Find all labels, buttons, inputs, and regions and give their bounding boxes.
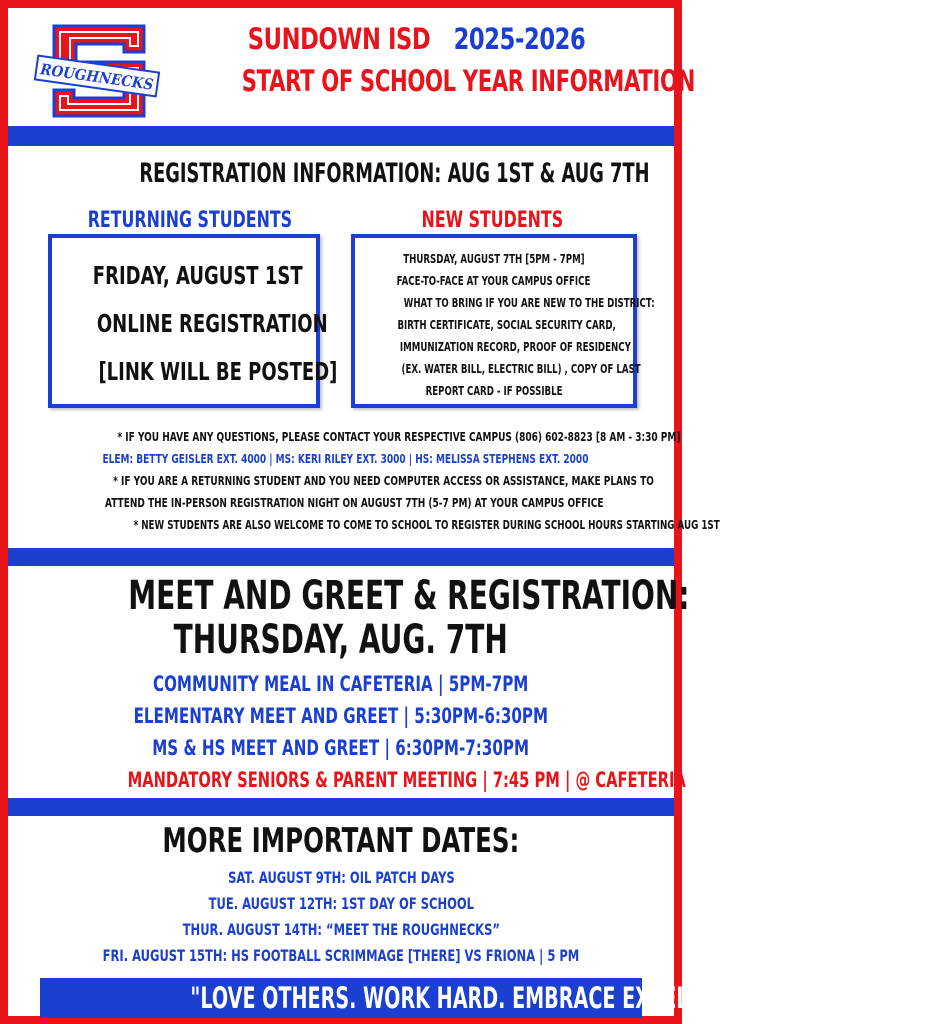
returning-heading: RETURNING STUDENTS	[87, 208, 293, 233]
seniors-meeting: MANDATORY SENIORS & PARENT MEETING | 7:45 PM | @ CAFETERIA	[127, 768, 686, 792]
meet-title-2-row	[8, 618, 674, 662]
school-year: 2025-2026	[453, 22, 585, 56]
header-title-line1	[158, 22, 668, 56]
registration-title-row	[8, 158, 674, 189]
meet-title-2: THURSDAY, AUG. 7TH	[173, 617, 509, 663]
meet-title-1-row	[8, 573, 690, 619]
start-of-year-title: START OF SCHOOL YEAR INFORMATION	[241, 64, 695, 98]
new-line-3: WHAT TO BRING IF YOU ARE NEW TO THE DISTRICT:	[403, 296, 655, 310]
date-scrimmage: FRI. AUGUST 15TH: HS FOOTBALL SCRIMMAGE [THERE] VS FRIONA | 5 PM	[102, 946, 580, 965]
note-questions: * IF YOU HAVE ANY QUESTIONS, PLEASE CONTACT YOUR RESPECTIVE CAMPUS (806) 602-8823 [8 AM - 3:30 PM]	[117, 429, 681, 444]
event-3-row	[8, 736, 674, 760]
note-contacts: ELEM: BETTY GEISLER EXT. 4000 | MS: KERI RILEY EXT. 3000 | HS: MELISSA STEPHENS EXT. 2000	[102, 451, 589, 466]
district-name: SUNDOWN ISD	[248, 22, 431, 56]
new-line-4: BIRTH CERTIFICATE, SOCIAL SECURITY CARD,	[397, 318, 616, 332]
event-1-row	[8, 672, 674, 696]
note-returning-help-1-row	[8, 470, 674, 489]
returning-line-online: ONLINE REGISTRATION	[96, 309, 328, 338]
date-meet-roughnecks: THUR. AUGUST 14TH: “MEET THE ROUGHNECKS”	[182, 920, 500, 939]
note-contacts-row	[8, 448, 674, 467]
dates-title-row	[8, 820, 674, 862]
header	[8, 8, 695, 128]
divider-bar-2	[8, 548, 674, 566]
new-students-box	[351, 234, 655, 408]
registration-title: REGISTRATION INFORMATION: AUG 1ST & AUG 7TH	[139, 158, 650, 189]
date-oil-patch: SAT. AUGUST 9TH: OIL PATCH DAYS	[227, 868, 455, 887]
seniors-row	[8, 768, 686, 792]
note-questions-row	[8, 426, 681, 445]
date-3-row	[8, 920, 674, 939]
new-line-2: FACE-TO-FACE AT YOUR CAMPUS OFFICE	[397, 274, 591, 288]
divider-bar-1	[8, 126, 674, 146]
note-returning-help-2: ATTEND THE IN-PERSON REGISTRATION NIGHT ON AUGUST 7TH (5-7 PM) AT YOUR CAMPUS OFFICE	[104, 495, 604, 510]
date-4-row	[8, 946, 674, 965]
event-2-row	[8, 704, 674, 728]
divider-bar-3	[8, 798, 674, 816]
dates-title: MORE IMPORTANT DATES:	[162, 821, 520, 861]
new-line-5: IMMUNIZATION RECORD, PROOF OF RESIDENCY	[399, 340, 631, 354]
event-ms-hs-meet: MS & HS MEET AND GREET | 6:30PM-7:30PM	[152, 736, 530, 760]
event-community-meal: COMMUNITY MEAL IN CAFETERIA | 5PM-7PM	[153, 672, 529, 696]
event-elementary-meet: ELEMENTARY MEET AND GREET | 5:30PM-6:30PM	[133, 704, 549, 728]
motto-banner	[40, 978, 775, 1018]
date-2-row	[8, 894, 674, 913]
new-line-1: THURSDAY, AUGUST 7TH [5PM - 7PM]	[403, 252, 585, 266]
returning-heading-row	[48, 208, 318, 233]
motto-text: "LOVE OTHERS. WORK HARD. EMBRACE EXCELLENCE."	[190, 981, 775, 1015]
returning-line-link: [LINK WILL BE POSTED]	[98, 357, 338, 386]
new-line-6: (EX. WATER BILL, ELECTRIC BILL) , COPY OF LAST	[401, 362, 641, 376]
new-line-7: REPORT CARD - IF POSSIBLE	[425, 384, 563, 398]
note-new-welcome-row	[8, 514, 720, 533]
date-1-row	[8, 868, 674, 887]
note-new-welcome: * NEW STUDENTS ARE ALSO WELCOME TO COME TO SCHOOL TO REGISTER DURING SCHOOL HOURS STARTING AUG 1ST	[133, 517, 720, 532]
header-title-line2	[158, 64, 695, 98]
new-heading: NEW STUDENTS	[421, 208, 563, 233]
note-returning-help-1: * IF YOU ARE A RETURNING STUDENT AND YOU NEED COMPUTER ACCESS OR ASSISTANCE, MAKE PLANS TO	[113, 473, 654, 488]
note-returning-help-2-row	[8, 492, 674, 511]
meet-title-1: MEET AND GREET & REGISTRATION:	[128, 573, 690, 619]
roughnecks-logo	[32, 18, 167, 123]
returning-box	[48, 234, 338, 408]
logo-banner-text: ROUGHNECKS	[39, 60, 167, 96]
returning-line-date: FRIDAY, AUGUST 1ST	[92, 261, 303, 290]
date-first-day: TUE. AUGUST 12TH: 1ST DAY OF SCHOOL	[208, 894, 474, 913]
new-heading-row	[350, 208, 634, 233]
